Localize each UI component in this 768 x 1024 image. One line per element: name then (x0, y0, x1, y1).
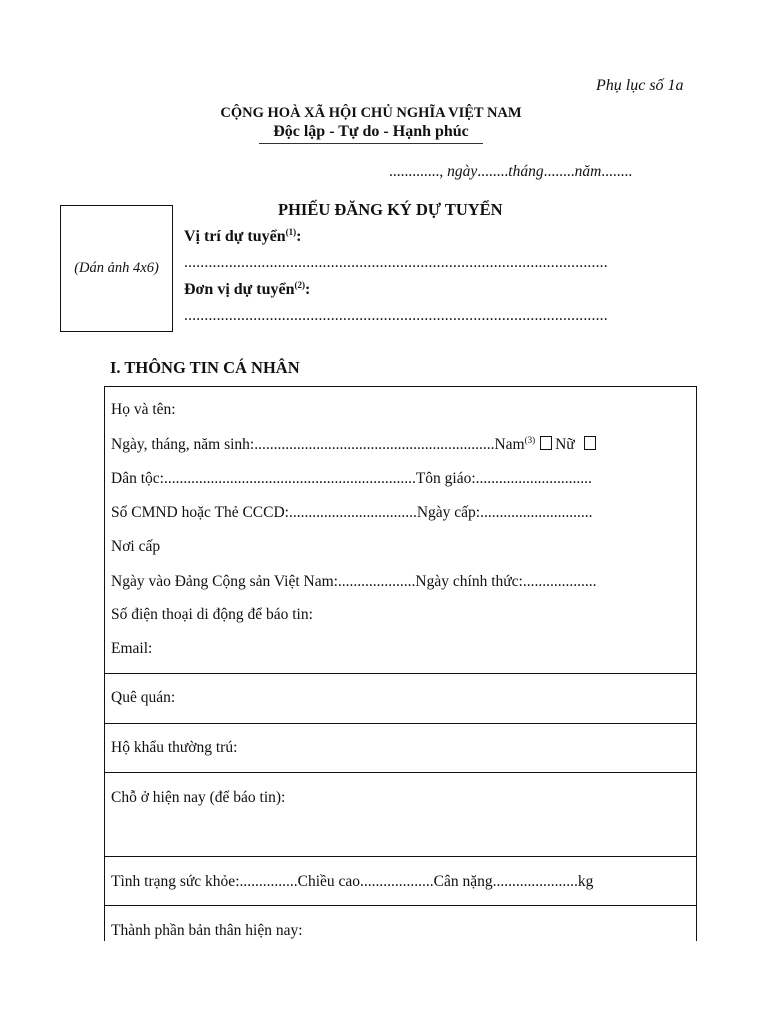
phone-field: Số điện thoại di động để báo tin: (111, 606, 313, 623)
position-label (184, 227, 301, 246)
personal-background-field: Thành phần bản thân hiện nay: (111, 922, 303, 939)
email-field: Email: (111, 640, 153, 657)
date-year-label: năm (574, 163, 602, 180)
photo-label: (Dán ảnh 4x6) (74, 260, 159, 276)
female-label: Nữ (555, 436, 575, 453)
issue-place-field: Nơi cấp (111, 538, 161, 555)
date-day-label: ngày (443, 163, 478, 180)
date-dots: ........ (601, 163, 633, 180)
date-dots: ........ (543, 163, 575, 180)
unit-label-text: Đơn vị dự tuyển (184, 281, 295, 298)
health-field: Tình trạng sức khỏe:...............Chiều cao...................Cân nặng......................kg (111, 873, 594, 890)
motto-underline (259, 143, 483, 144)
colon: : (296, 228, 302, 245)
date-dots: ........ (477, 163, 509, 180)
dob-label: Ngày, tháng, năm sinh:..............................................................Nam (111, 436, 525, 453)
female-checkbox[interactable] (584, 436, 596, 450)
party-join-field: Ngày vào Đảng Cộng sản Việt Nam:....................Ngày chính thức:................... (111, 573, 597, 590)
national-motto: Độc lập - Tự do - Hạnh phúc (273, 123, 469, 140)
unit-label (184, 280, 310, 299)
footnote-ref: (3) (524, 435, 536, 445)
ethnicity-religion-field: Dân tộc:.................................................................Tôn giáo:.............................. (111, 470, 592, 487)
section-title: I. THÔNG TIN CÁ NHÂN (110, 358, 300, 377)
date-line (389, 163, 632, 181)
permanent-address-field: Hộ khẩu thường trú: (111, 739, 238, 756)
appendix-label: Phụ lục số 1a (596, 77, 684, 94)
photo-placeholder (60, 205, 173, 332)
hometown-field: Quê quán: (111, 689, 176, 706)
national-title: CỘNG HOÀ XÃ HỘI CHỦ NGHĨA VIỆT NAM (220, 105, 522, 121)
position-fill-line: ........................................................................................................ (184, 254, 608, 271)
table-divider (104, 772, 697, 773)
table-divider (104, 905, 697, 906)
id-card-field: Số CMND hoặc Thẻ CCCD:.................................Ngày cấp:............................. (111, 504, 593, 521)
table-divider (104, 723, 697, 724)
date-dots: ............., (389, 163, 444, 180)
position-label-text: Vị trí dự tuyển (184, 228, 286, 245)
dob-gender-field (111, 435, 599, 454)
current-address-field: Chỗ ở hiện nay (để báo tin): (111, 789, 286, 806)
colon: : (304, 281, 311, 298)
date-month-label: tháng (508, 163, 544, 180)
table-divider (104, 856, 697, 857)
footnote-ref: (2) (294, 280, 305, 290)
footnote-ref: (1) (285, 227, 297, 237)
male-checkbox[interactable] (540, 436, 552, 450)
unit-fill-line: ........................................................................................................ (184, 307, 608, 324)
full-name-field: Họ và tên: (111, 401, 176, 418)
table-divider (104, 673, 697, 674)
form-title: PHIẾU ĐĂNG KÝ DỰ TUYỂN (278, 200, 503, 219)
